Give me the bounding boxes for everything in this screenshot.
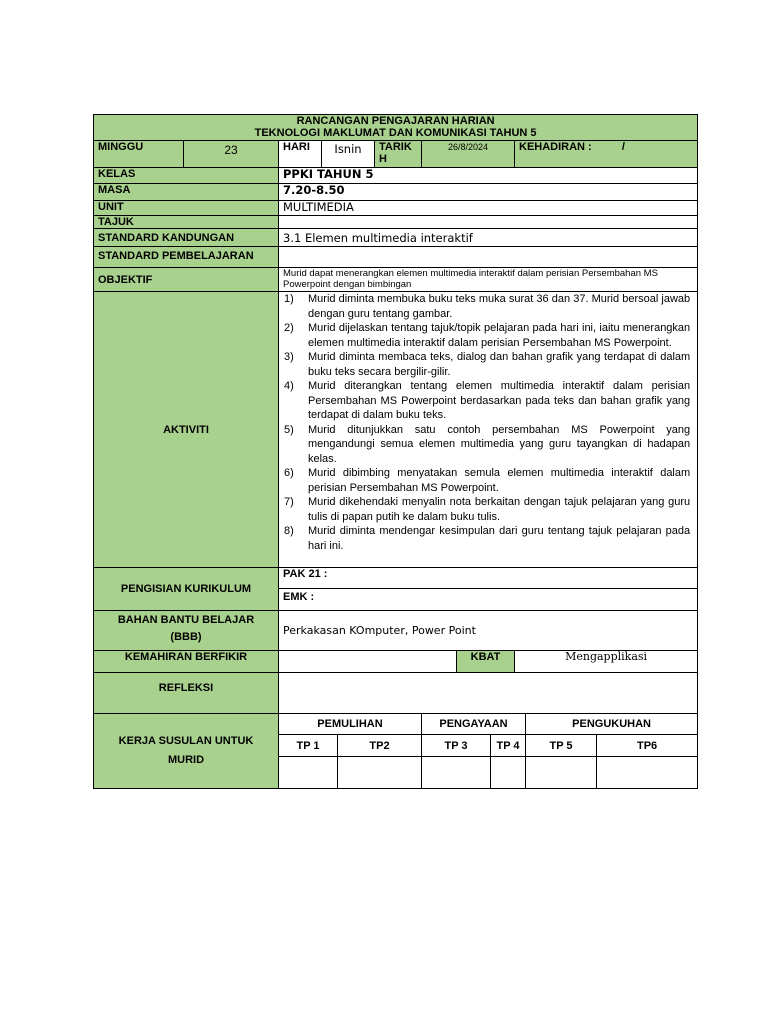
aktiviti-item-text: Murid diterangkan tentang elemen multimedia interaktif dalam perisian Persembahan MS Powerpoint berdasarkan pada teks dan bahan grafik yang terdapat di dalam buku teks. xyxy=(308,380,691,421)
tp-4-header: TP 4 xyxy=(491,735,526,757)
tarikh-value: 26/8/2024 xyxy=(422,141,515,168)
tp-3-cell xyxy=(422,757,491,789)
objektif-label: OBJEKTIF xyxy=(94,268,279,292)
kehadiran-cell xyxy=(515,141,698,168)
tp-6-header: TP6 xyxy=(597,735,698,757)
bbb-value: Perkakasan KOmputer, Power Point xyxy=(279,611,698,651)
emk-field: EMK : xyxy=(279,589,698,611)
aktiviti-list-cell xyxy=(279,292,698,568)
aktiviti-item-text: Murid ditunjukkan satu contoh persembahan MS Powerpoint yang mengandungi semua elemen multimedia yang guru tayangkan di hadapan kelas. xyxy=(308,423,691,465)
title-line-2: TEKNOLOGI MAKLUMAT DAN KOMUNIKASI TAHUN 5 xyxy=(254,127,537,139)
tp-3-header: TP 3 xyxy=(422,735,491,757)
group-pengukuhan: PENGUKUHAN xyxy=(526,714,698,735)
standard-kandungan-label: STANDARD KANDUNGAN xyxy=(94,229,279,247)
tp-5-cell xyxy=(526,757,597,789)
document-title xyxy=(94,115,698,141)
standard-kandungan-value: 3.1 Elemen multimedia interaktif xyxy=(279,229,698,247)
pak21-field: PAK 21 : xyxy=(279,568,698,589)
aktiviti-item xyxy=(284,423,690,467)
kelas-label: KELAS xyxy=(94,168,279,184)
aktiviti-item-number: 5) xyxy=(284,423,294,436)
tp-5-header: TP 5 xyxy=(526,735,597,757)
group-pemulihan: PEMULIHAN xyxy=(279,714,422,735)
aktiviti-item xyxy=(284,292,690,321)
aktiviti-item xyxy=(284,524,690,553)
kerja-susulan-label-line-1: KERJA SUSULAN UNTUK xyxy=(118,735,254,747)
minggu-value: 23 xyxy=(184,141,279,168)
aktiviti-item-number: 8) xyxy=(284,525,294,537)
kelas-value: PPKI TAHUN 5 xyxy=(279,168,698,184)
tajuk-label: TAJUK xyxy=(94,216,279,229)
aktiviti-item-number: 3) xyxy=(284,351,294,363)
aktiviti-item xyxy=(284,466,690,495)
kehadiran-value: / xyxy=(621,141,625,153)
aktiviti-item-text: Murid diminta mendengar kesimpulan dari guru tentang tajuk pelajaran pada hari ini. xyxy=(308,525,691,552)
kemahiran-berfikir-value xyxy=(279,651,457,673)
aktiviti-item-number: 6) xyxy=(284,467,294,479)
unit-value: MULTIMEDIA xyxy=(279,201,698,216)
tajuk-value xyxy=(279,216,698,229)
aktiviti-item-text: Murid dibimbing menyatakan semula elemen multimedia interaktif dalam perisian Persembahan MS Powerpoint. xyxy=(308,467,691,494)
group-pengayaan: PENGAYAAN xyxy=(422,714,526,735)
masa-label: MASA xyxy=(94,184,279,201)
tp-2-cell xyxy=(338,757,422,789)
aktiviti-item-number: 7) xyxy=(284,496,294,508)
masa-value: 7.20-8.50 xyxy=(279,184,698,201)
kbat-label: KBAT xyxy=(457,651,515,673)
aktiviti-item-text: Murid diminta membuka buku teks muka surat 36 dan 37. Murid bersoal jawab dengan guru tentang gambar. xyxy=(308,293,691,320)
objektif-value: Murid dapat menerangkan elemen multimedia interaktif dalam perisian Persembahan MS Powerpoint dengan bimbingan xyxy=(279,268,698,292)
aktiviti-item-number: 4) xyxy=(284,380,294,392)
standard-pembelajaran-label: STANDARD PEMBELAJARAN xyxy=(94,247,279,268)
bbb-label-line-1: BAHAN BANTU BELAJAR xyxy=(117,614,255,626)
aktiviti-label: AKTIVITI xyxy=(94,292,279,568)
aktiviti-item xyxy=(284,321,690,350)
aktiviti-item-text: Murid dijelaskan tentang tajuk/topik pelajaran pada hari ini, iaitu menerangkan elemen multimedia interaktif dalam perisian Persembahan MS Powerpoint. xyxy=(308,322,691,349)
kerja-susulan-label-line-2: MURID xyxy=(167,754,205,766)
tarikh-label: TARIK H xyxy=(375,141,422,168)
aktiviti-item-number: 1) xyxy=(284,293,294,305)
hari-value: Isnin xyxy=(322,141,375,168)
minggu-label: MINGGU xyxy=(94,141,184,168)
aktiviti-item xyxy=(284,350,690,379)
pengisian-kurikulum-label: PENGISIAN KURIKULUM xyxy=(94,568,279,611)
bbb-label-line-2: (BBB) xyxy=(170,631,202,643)
rph-table xyxy=(93,114,698,789)
standard-pembelajaran-value xyxy=(279,247,698,268)
kerja-susulan-label xyxy=(94,714,279,789)
kbat-value: Mengapplikasi xyxy=(515,651,698,673)
tp-2-header: TP2 xyxy=(338,735,422,757)
bbb-label xyxy=(94,611,279,651)
tp-6-cell xyxy=(597,757,698,789)
refleksi-label: REFLEKSI xyxy=(94,673,279,714)
aktiviti-item-text: Murid dikehendaki menyalin nota berkaitan dengan tajuk pelajaran yang guru tulis di papan putih ke dalam buku tulis. xyxy=(308,496,691,523)
kemahiran-berfikir-label: KEMAHIRAN BERFIKIR xyxy=(94,651,279,673)
tp-4-cell xyxy=(491,757,526,789)
aktiviti-item xyxy=(284,379,690,423)
hari-label: HARI xyxy=(279,141,322,168)
title-line-1: RANCANGAN PENGAJARAN HARIAN xyxy=(296,115,495,127)
aktiviti-item-number: 2) xyxy=(284,322,294,334)
aktiviti-item-text: Murid diminta membaca teks, dialog dan bahan grafik yang terdapat di dalam buku teks secara bergilir-gilir. xyxy=(308,351,691,378)
refleksi-value xyxy=(279,673,698,714)
unit-label: UNIT xyxy=(94,201,279,216)
aktiviti-list xyxy=(284,292,690,553)
aktiviti-item xyxy=(284,495,690,524)
tp-1-cell xyxy=(279,757,338,789)
tp-1-header: TP 1 xyxy=(279,735,338,757)
kehadiran-label: KEHADIRAN : xyxy=(519,141,592,153)
